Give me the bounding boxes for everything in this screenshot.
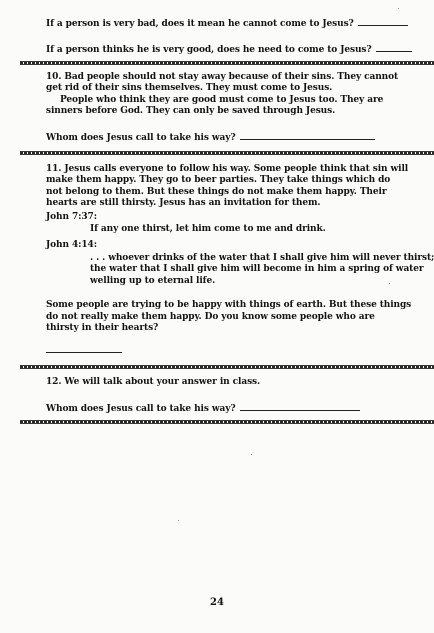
scripture-reference: John 7:37: (46, 212, 97, 222)
scripture-verse: the water that I shall give him will become in him a spring of water (90, 264, 424, 274)
scripture-reference: John 4:14: (46, 240, 97, 250)
question-text: If a person is very bad, does it mean he cannot come to Jesus? (46, 19, 354, 29)
question-good-person (46, 42, 412, 56)
page-number: 24 (210, 597, 224, 608)
section-12-question (46, 401, 360, 415)
section-12-line: 12. We will talk about your answer in class. (46, 377, 261, 387)
question-text: Whom does Jesus call to take his way? (46, 133, 236, 143)
paper-speck (398, 8, 399, 9)
section-10-line: 10. Bad people should not stay away because of their sins. They cannot (46, 72, 399, 82)
section-divider (20, 365, 434, 369)
scripture-verse: welling up to eternal life. (90, 276, 216, 286)
answer-blank[interactable] (46, 352, 122, 353)
answer-blank[interactable] (240, 401, 360, 411)
section-11-line: not belong to them. But these things do not make them happy. Their (46, 187, 387, 197)
answer-blank[interactable] (376, 42, 412, 52)
section-divider (20, 61, 434, 65)
scripture-verse: . . . whoever drinks of the water that I shall give him will never thirst; (90, 253, 434, 263)
section-11-line: hearts are still thirsty. Jesus has an invitation for them. (46, 198, 321, 208)
question-text: If a person thinks he is very good, does he need to come to Jesus? (46, 45, 372, 55)
section-11-line: 11. Jesus calls everyone to follow his way. Some people think that sin will (46, 164, 409, 174)
paper-speck (251, 454, 252, 455)
answer-blank[interactable] (240, 130, 375, 140)
section-11-line: thirsty in their hearts? (46, 323, 159, 333)
paper-speck (389, 283, 390, 284)
section-11-line: make them happy. They go to beer parties. They take things which do (46, 175, 391, 185)
answer-blank[interactable] (358, 16, 408, 26)
section-10-line: People who think they are good must come to Jesus too. They are (60, 95, 384, 105)
section-10-line: sinners before God. They can only be saved through Jesus. (46, 106, 336, 116)
section-divider (20, 420, 434, 424)
paper-speck (178, 520, 179, 521)
question-text: Whom does Jesus call to take his way? (46, 404, 236, 414)
question-bad-person (46, 16, 408, 30)
section-10-line: get rid of their sins themselves. They must come to Jesus. (46, 83, 333, 93)
section-divider (20, 151, 434, 155)
section-10-question (46, 130, 375, 144)
section-11-line: do not really make them happy. Do you know some people who are (46, 312, 375, 322)
section-11-line: Some people are trying to be happy with things of earth. But these things (46, 300, 412, 310)
scripture-verse: If any one thirst, let him come to me and drink. (90, 224, 326, 234)
